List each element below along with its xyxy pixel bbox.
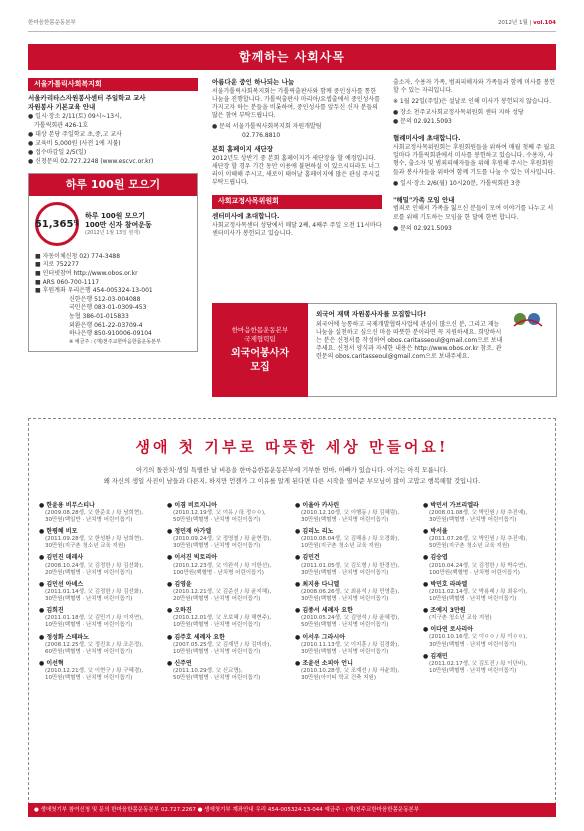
hands-logo-icon (508, 310, 548, 328)
donor-item (167, 554, 289, 576)
donor-name: ● 김영윤 (167, 580, 192, 588)
recruit-role: 외국어봉사자 (231, 348, 289, 360)
donor-name: ● 이겸 비르지니아 (167, 501, 217, 509)
donor-detail: (2010.12.23생, 父 이완석 / 母 이한선), (173, 562, 272, 569)
donor-column (295, 502, 417, 687)
right-desc3: 범죄로 인해서 가족을 잃으신 분들이 모여 이야기를 나누고 서로를 위해 기도하는 모임을 한 달에 한번 합니다. (393, 205, 554, 221)
donor-detail: (2010.08.04생, 父 김해용 / 母 오경화), (301, 536, 400, 543)
donor-name: ● 김민진 데레사 (39, 554, 84, 562)
promo-line3: (2012년 1월 13일 현재) (85, 230, 141, 237)
donor-name: ● 신주연 (167, 659, 192, 667)
donor-detail: 10만원(백혈병 · 난치병 어린이돕기) (45, 675, 133, 682)
donor-name: ● 최지용 다니엘 (295, 580, 340, 588)
donor-detail: 100만원(백혈병 · 난치병 어린이돕기) (429, 569, 520, 576)
donor-name: ● 오하진 (167, 607, 192, 615)
promo-count-unit: 명 (73, 220, 80, 228)
donor-item (423, 626, 545, 648)
donor-name: ● 김종서 세례자 요한 (295, 607, 353, 615)
donor-item (423, 554, 545, 576)
donor-detail: 30만원(백혈병 · 난치병 어린이돕기) (173, 543, 261, 550)
donor-name: ● 이다연 로사리아 (423, 626, 473, 634)
middle-event1-phone: 02.776.8810 (242, 132, 281, 140)
donor-item (39, 607, 161, 629)
promo-count: 51,365 (34, 218, 74, 230)
left-item: ● 교육비 5,000원 (사전 1에 지불) (28, 140, 121, 148)
donor-item (167, 607, 289, 629)
donor-item (39, 502, 161, 524)
donor-detail: (2011.01.14생, 父 김정한 / 母 김선화), (45, 588, 144, 595)
promo-title: 하루 100원 모으기 (29, 174, 197, 197)
donor-detail: (2010.12.10생, 父 이행동 / 母 김혜림), (301, 509, 400, 516)
promo-count-circle (35, 202, 79, 246)
donor-column (167, 502, 289, 687)
donor-detail: 50만원(백혈병 · 난치병 어린이돕기) (173, 675, 261, 682)
donor-detail: (2008.10.24생, 父 김정한 / 母 김선화), (45, 562, 144, 569)
donor-item (423, 528, 545, 550)
promo-box (28, 173, 198, 353)
promo-list-item: 외환은행 061-22-03709-4 (69, 321, 143, 329)
donor-detail: 30만원(지구촌 청소년 교육 지원) (45, 543, 126, 550)
donor-detail: (2008.06.26생, 父 최용석 / 母 민영훈), (301, 588, 400, 595)
left-event-title2: 자원봉사 기본교육 안내 (28, 103, 96, 112)
donor-detail: 30만원(백일반 · 난치병 어린이돕기) (45, 516, 133, 523)
donor-detail: 60만원(백혈병 · 난치병 어린이돕기) (45, 648, 133, 655)
middle-event1-title: 아름다운 중인 하나되는 나눔 (212, 78, 295, 86)
donor-detail: (2010.10.16생, 父 이ㅇㅇ / 母 이ㅇㅇ), (429, 634, 528, 641)
middle-event3-title: 센터미사에 초대합니다. (212, 211, 280, 220)
donor-column (39, 502, 161, 687)
promo-list-item: 국민은행 083-01-0309-453 (69, 304, 147, 312)
donor-detail: 10만원(백혈병 · 난치병 어린이돕기) (173, 648, 261, 655)
donor-name: ● 조예지 3만원 (423, 607, 466, 615)
right-note1: ※ 1월 22일(주일)은 설날로 인해 미사가 봉헌되지 않습니다. (393, 98, 552, 106)
donor-detail: (2010.04.24생, 父 김정한 / 母 박수연), (429, 562, 528, 569)
donor-detail: 30만원(백혈병 · 난치병 어린이돕기) (301, 596, 389, 603)
donor-detail: (지구촌 청소년 교육 지원) (429, 615, 492, 622)
right-title3: "해밀"가족 모임 안내 (393, 195, 455, 204)
donor-item (167, 528, 289, 550)
middle-event3-desc: 사회교정사목센터 성당에서 매달 2째, 4째주 주일 오전 11시마다 센터미사가 봉헌되고 있습니다. (212, 221, 382, 237)
donor-name: ● 김승엽 (423, 554, 448, 562)
middle-event2-desc: 2012년도 상반기 중 본회 홈페이지가 새단장을 할 예정입니다. 새단장 할 경우 기간 동안 이용에 불편하실 이 있으시더라도 너그러이 이해해 주시고, 새로이 태어날 홈페이지에 많은 관심 주시길 부탁드립니다. (212, 155, 380, 187)
donor-item (295, 502, 417, 524)
recruit-content (308, 303, 557, 397)
header-vol: vol.104 (533, 20, 556, 26)
donor-item (295, 528, 417, 550)
donor-detail: (2010.12.21생, 父 이현구 / 母 구혜경), (45, 668, 144, 674)
donor-detail: 30만원(백혈병 · 난치병 어린이돕기) (301, 569, 389, 576)
donor-item (39, 634, 161, 656)
donor-detail: 10만원(백혈병 · 난치병 어린이돕기) (429, 668, 517, 674)
donor-detail: 30만원(아이티 학교 건축 지원) (301, 675, 376, 682)
promo-line2: 100만 신자 참여운동 (85, 221, 152, 229)
donor-name: ● 김주호 세례자 요한 (167, 633, 225, 641)
middle-event1-desc: 서울가톨릭사회복지회는 가톨릭출판사와 함께 중인성사를 통한 나눔을 진행합니다. 가톨릭출판사 마리아/요셉출에서 중인성사를 가지고자 하는 분들을 비롯하여, 중인성사를 앞두신 신자 분들의 많은 참여 부탁드립니다. (212, 87, 381, 120)
donor-name: ● 김민건 (295, 554, 320, 562)
donor-name: ● 이율아 카사린 (295, 501, 340, 509)
promo-list-item: 하나은행 850-910006-09104 (69, 330, 152, 338)
right-title2: 혈례미사에 초대합니다. (393, 134, 461, 143)
donor-name: ● 박민호 라파엘 (423, 580, 468, 588)
donor-name: ● 김희진 (39, 607, 64, 615)
middle-event1-contact: ● 문의 서울가톨릭사회복지회 자원개발팀 (212, 123, 322, 131)
donor-item (295, 660, 417, 682)
donor-detail: (2010.09.24생, 父 정영철 / 母 윤현정), (173, 536, 272, 543)
donor-item (295, 634, 417, 656)
donor-item (295, 607, 417, 629)
donor-detail: (2011.07.26생, 父 박민원 / 母 추진예), (429, 536, 528, 543)
donor-detail: 50만원(백혈병 · 난치병 어린이돕기) (301, 622, 389, 629)
donor-detail: (2008.12.25생, 父 정진호 / 母 조은정), (45, 641, 144, 648)
promo-body (29, 196, 197, 250)
donor-detail: (2011.01.05생, 父 김도형 / 母 한경선), (301, 562, 400, 569)
donor-detail: 10만원(지구촌 청소년 교육 지원) (301, 543, 382, 550)
header-right: 2012년 1월 | vol.104 (497, 20, 556, 26)
donor-name: ● 이서진 빅토리아 (167, 554, 217, 562)
donor-item (167, 634, 289, 656)
donor-item (167, 502, 289, 524)
donor-detail: (2011.01.18생, 父 김민기 / 母 이지연), (45, 615, 144, 622)
right-contact3: ● 문의 02.921.5093 (393, 224, 452, 232)
right-contact: ● 문의 02.921.5093 (393, 118, 452, 126)
section-banner: 함께하는 사회사목 (28, 44, 556, 70)
middle-column (212, 78, 382, 241)
right-column (393, 78, 557, 234)
donor-detail: (2011.02.14생, 父 박용래 / 母 최유이), (429, 588, 528, 595)
left-item: 가톨릭회관 426-1호 (34, 122, 89, 130)
donor-detail: 30만원(백혈병 · 난치병 어린이돕기) (429, 641, 517, 648)
donor-detail: 20만원(백혈병 · 난치병 어린이돕기) (173, 596, 261, 603)
donor-name: ● 이선혁 (39, 659, 64, 667)
donor-detail: (2009.08.28생, 父 한준호 / 母 남희현), (45, 509, 144, 516)
header-left: 한마음한몸운동본부 (28, 20, 76, 26)
donor-item (423, 581, 545, 603)
donor-name: ● 박민서 가브리엘라 (423, 501, 479, 509)
promo-list-item: 신한은행 512-03-004088 (69, 295, 141, 303)
donor-item (423, 502, 545, 524)
donor-item (39, 528, 161, 550)
donor-detail: (2011.10.29생, 父 신교명), (173, 668, 243, 674)
promo-list-item: ■ ARS 060-700-1117 (35, 278, 100, 286)
donor-name: ● 김민선 아녜스 (39, 580, 84, 588)
recruit-head: 외국어 재택 자원봉사자를 모집합니다! (316, 310, 427, 318)
donor-name: ● 정성화 스테파노 (39, 633, 89, 641)
donor-detail: 10만원(백혈병 · 난치병 어린이돕기) (429, 596, 517, 603)
donor-name: ● 한윤용 비무스티나 (39, 501, 95, 509)
promo-list-item: 농협 386-01-015833 (69, 313, 129, 321)
donor-detail: (2010.12.21생, 父 김준선 / 母 윤지혜), (173, 588, 272, 595)
donor-name: ● 조윤선 소피아 언니 (295, 659, 353, 667)
donor-detail: (2010.11.13생, 父 이지훈 / 母 김경화), (301, 641, 400, 648)
first-donation-intro (29, 466, 555, 487)
donor-detail: (2010.05.24생, 父 김영석 / 母 윤혜정), (301, 615, 400, 622)
recruit-desc: 외국어에 능통하고 국제개발협력사업에 관심이 많으신 분, 그리고 재능 나눔을 실천하고 싶으신 마음 따뜻한 분이라면 꼭 지원하세요. 희망하시는 분은 신청서를 작성하여 obos.caritasseoul@gmail.com으로 보내주세요. 신청서 양식과 자세한 내용은 http://www.obos.or.kr 참조. 관련문의 obos.caritasseoul@gmail.com으로 보내주세요. (316, 320, 503, 361)
recruit-org: 한마음한몸운동본부 (231, 325, 289, 334)
donor-column (423, 502, 545, 687)
right-desc2: 사회교정사목위원회는 후원회원들을 위하여 매월 첫째 주 월요일마다 가톨릭회관에서 미사를 봉헌하고 있습니다. 수용자, 사형수, 출소자 및 범죄피해자들을 위해 후원해 주시는 후원회원들과 봉사자들을 위하여 함께 기도를 나눌 수 있는 미사입니다. (393, 144, 556, 176)
promo-list-item[interactable]: ■ 인터넷참여 http://www.obos.or.kr (35, 270, 138, 278)
middle-event1 (212, 78, 382, 140)
donor-item (167, 581, 289, 603)
donor-detail: 100만원(백혈병 · 난치병 어린이돕기) (173, 569, 264, 576)
donor-name: ● 정민재 아가엘 (167, 528, 212, 536)
donor-detail: 30만원(백혈병 · 난치병 어린이돕기) (301, 516, 389, 523)
donor-item (295, 581, 417, 603)
promo-list-item: ■ 후원계좌 우리은행 454-005324-13-001 (35, 287, 153, 295)
donor-item (39, 660, 161, 682)
donor-detail: (2011.02.17생, 父 김도진 / 母 이단비), (429, 660, 528, 667)
donor-item (295, 554, 417, 576)
recruit-label (212, 303, 308, 397)
donor-detail: (2010.12.01생, 父 오보혜 / 母 해현주), (173, 615, 272, 622)
donor-detail: 10만원(백혈병 · 난치병 어린이돕기) (173, 622, 261, 629)
left-item: ● 일시·장소 2/11(토) 09시~13시, (28, 112, 122, 120)
page-header (28, 20, 556, 32)
donor-name: ● 한평혜 비모 (39, 528, 78, 536)
left-column (28, 78, 198, 352)
left-section-title: 서울가톨릭사회복지회 (28, 78, 198, 91)
donor-name: ● 김리노 리노 (295, 528, 334, 536)
donor-detail: 50만원(백혈병 · 난치병 어린이돕기) (173, 516, 261, 523)
middle-event2-title: 본회 홈페이지 새단장 (212, 145, 274, 154)
donor-detail: 30만원(백혈병 · 난치병 어린이돕기) (301, 648, 389, 655)
donor-detail: 10만원(백혈병 · 난치병 어린이돕기) (45, 622, 133, 629)
left-item: ● 신청문의 02.727.2248 (www.escvc.or.kr) (28, 158, 154, 166)
promo-list-item: ※ 예금주 : (재)천주교한마음한몸운동본부 (69, 338, 161, 345)
recruit-box (212, 303, 557, 397)
donor-detail: (2010.12.19생, 父 이유 / 母 정ㅇㅇ), (173, 509, 266, 516)
page-footer: ● 생애첫기부 참여신청 및 문의 한마음한몸운동본부 02.727.2267 ● 생애첫기부 계좌안내 우리 454-005324-13-044 예금주 : (재)천주교한마음한몸운동본부 (28, 803, 556, 817)
left-item: ● 접수마감일 2/5(일) (28, 149, 87, 157)
promo-list (29, 250, 197, 351)
intro-line1: 아기의 돌잔치·생일 특별한 날 비용을 한마음한몸운동본부에 기부한 엄마, 아빠가 있습니다. 아기는 아직 모릅니다. (136, 467, 448, 475)
promo-list-item: ■ 지로 752277 (35, 261, 79, 269)
donor-detail: 30만원(백혈병 · 난치병 어린이돕기) (429, 516, 517, 523)
middle-section2-title: 사회교정사목위원회 (212, 195, 382, 208)
left-item: ● 대상 본당 주일학교 초,중,고 교사 (28, 131, 122, 139)
right-desc1: 출소자, 수용자 가족, 범죄피해자와 가족들과 함께 미사를 봉헌 할 수 있는 자리입니다. (393, 79, 556, 95)
donor-name: ● 김재민 (423, 652, 448, 660)
left-event-title: 서울카리타스자원봉사센터 주일학교 교사 (28, 94, 146, 103)
donor-item (423, 607, 545, 622)
donor-item (423, 653, 545, 675)
promo-line1: 하루 100원 모으기 (85, 211, 146, 220)
donor-detail: 20만원(백혈병 · 난치병 어린이돕기) (45, 569, 133, 576)
donor-name: ● 박서율 (423, 528, 448, 536)
right-place: ● 장소 천주교사회교정사목위원회 센터 지하 성당 (393, 109, 524, 117)
promo-list-item: ■ 자동이체신청 02) 774-3488 (35, 252, 121, 260)
donor-detail: (2008.01.08생, 父 박민원 / 母 추진예), (429, 509, 528, 516)
intro-line2: 왜 자신의 생일 사진이 남들과 다른지, 하지만 언젠가 그 이유를 알게 된다면 다른 시작을 열어준 부모님이 많이 고맙고 행복해할 것입니다. (103, 477, 481, 485)
donor-item (39, 581, 161, 603)
recruit-action: 모집 (250, 361, 270, 373)
middle-event2 (212, 145, 382, 187)
donor-list (39, 502, 545, 687)
first-donation-box (28, 418, 556, 810)
donor-detail: (2007.05.25생, 父 김재민 / 母 김미라), (173, 641, 272, 648)
donor-detail: (2011.09.28생, 父 한성환 / 母 남희현), (45, 536, 144, 543)
recruit-team: 국제협력팀 (244, 334, 276, 343)
promo-text (85, 212, 152, 238)
donor-detail: 50만원(지구촌 청소년 교육 지원) (429, 543, 510, 550)
right-when: ● 일시·장소 2/6(월) 10시20분, 가톨릭회관 3층 (393, 179, 521, 187)
donor-item (39, 554, 161, 576)
donor-detail: 30만원(백혈병 · 난치병 어린이돕기) (45, 596, 133, 603)
donor-name: ● 이서우 그라시아 (295, 633, 345, 641)
donor-detail: (2010.10.28생, 父 조재선 / 母 서윤희), (301, 668, 400, 674)
donor-item (167, 660, 289, 682)
header-date: 2012년 1월 (497, 20, 528, 26)
first-donation-title: 생애 첫 기부로 따뜻한 세상 만들어요! (135, 438, 449, 456)
